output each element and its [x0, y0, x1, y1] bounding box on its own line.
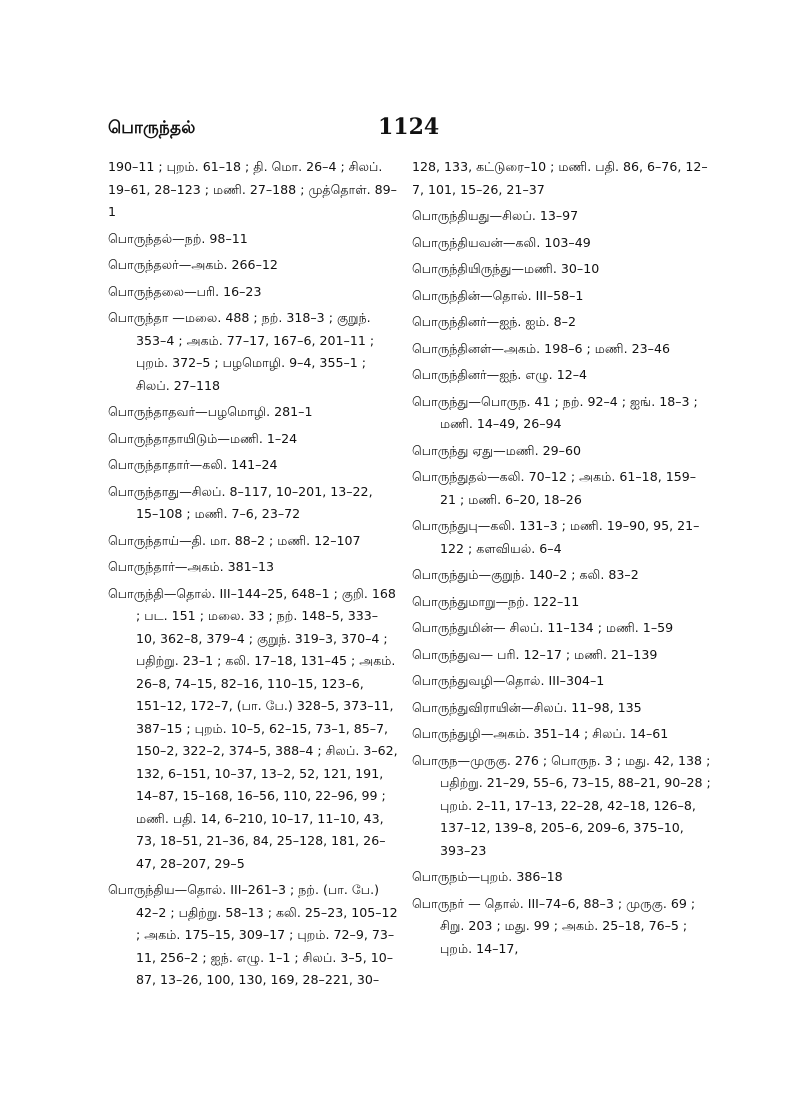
- left-column: [108, 156, 398, 996]
- index-entry: பொருந்தாதார்—கலி. 141–24: [108, 457, 278, 472]
- index-entry: 190–11 ; புறம். 61–18 ; தி. மொ. 26–4 ; சிலப். 19–61, 28–123 ; மணி. 27–188 ; முத்தொள். 89–1: [108, 159, 397, 219]
- index-entry: பொருந்தும்—குறுந். 140–2 ; கலி. 83–2: [412, 567, 639, 582]
- index-entry: பொருந்திய—தொல். III–261–3 ; நற். (பா. பே.) 42–2 ; பதிற்று. 58–13 ; கலி. 25–23, 105–12 ; அகம். 175–15, 309–17 ; புறம். 72–9, 73–11, 256–2 ; ஐந். எழு. 1–1 ; சிலப். 3–5, 10–87, 13–26, 100, 130, 169, 28–221, 30–: [108, 882, 398, 987]
- index-entry: பொருந்துதல்—கலி. 70–12 ; அகம். 61–18, 159–21 ; மணி. 6–20, 18–26: [412, 469, 697, 507]
- index-entry: 128, 133, கட்டுரை–10 ; மணி. பதி. 86, 6–76, 12–7, 101, 15–26, 21–37: [412, 159, 708, 197]
- index-entry: பொருந்துழி—அகம். 351–14 ; சிலப். 14–61: [412, 726, 669, 741]
- index-entry: பொருந்தல்—நற். 98–11: [108, 230, 248, 246]
- index-entry: பொருந்தாது—சிலப். 8–117, 10–201, 13–22, 15–108 ; மணி. 7–6, 23–72: [108, 483, 373, 521]
- index-entry: பொருந்து ஏது—மணி. 29–60: [412, 442, 581, 458]
- index-entry: பொருந்துமின்— சிலப். 11–134 ; மணி. 1–59: [412, 620, 674, 635]
- page-number: 1124: [378, 114, 440, 140]
- index-entry: பொருந்துவழி—தொல். III–304–1: [412, 673, 605, 688]
- index-entry: பொருந்தா —மலை. 488 ; நற். 318–3 ; குறுந். 353–4 ; அகம். 77–17, 167–6, 201–11 ; புறம். 372–5 ; பழமொழி. 9–4, 355–1 ; சிலப். 27–118: [108, 310, 375, 393]
- index-entry: பொருந்தியது—சிலப். 13–97: [412, 208, 579, 223]
- index-entry: பொருநர் — தொல். III–74–6, 88–3 ; முருகு. 69 ; சிறு. 203 ; மது. 99 ; அகம். 25–18, 76–5 ; புறம். 14–17,: [412, 895, 696, 956]
- index-entry: பொருந்துவ— பரி. 12–17 ; மணி. 21–139: [412, 646, 658, 662]
- index-entry: பொருந்துவிராயின்—சிலப். 11–98, 135: [412, 699, 642, 715]
- index-entry: பொருந்தியிருந்து—மணி. 30–10: [412, 261, 600, 276]
- index-entry: பொருந்தி—தொல். III–144–25, 648–1 ; குறி. 168 ; பட. 151 ; மலை. 33 ; நற். 148–5, 333–10, 362–8, 379–4 ; குறுந். 319–3, 370–4 ; பதிற்று. 23–1 ; கலி. 17–18, 131–45 ; அகம். 26–8, 74–15, 82–16, 110–15, 123–6, 151–12, 172–7, (பா. பே.) 328–5, 373–11, 387–15 ; புறம். 10–5, 62–15, 73–1, 85–7, 150–2, 322–2, 374–5, 388–4 ; சிலப். 3–62, 132, 6–151, 10–37, 13–2, 52, 121, 191, 14–87, 15–168, 16–56, 110, 22–96, 99 ; மணி. பதி. 14, 6–210, 10–17, 11–10, 43, 73, 18–51, 21–36, 84, 25–128, 181, 26–47, 28–207, 29–5: [108, 585, 398, 871]
- index-entry: பொருந்துபு—கலி. 131–3 ; மணி. 19–90, 95, 21–122 ; களவியல். 6–4: [412, 518, 700, 556]
- index-entry: பொருந்தலை—பரி. 16–23: [108, 283, 262, 299]
- running-header-word: பொருந்தல்: [108, 118, 196, 138]
- index-entry: பொருந்தாதாயிடும்—மணி. 1–24: [108, 430, 298, 446]
- index-entry: பொருந்துமாறு—நற். 122–11: [412, 593, 580, 609]
- index-entry: பொருநம்—புறம். 386–18: [412, 869, 563, 884]
- index-entry: பொருந்தார்—அகம். 381–13: [108, 559, 275, 574]
- index-entry: பொருந்தினர்—ஐந். எழு. 12–4: [412, 367, 588, 382]
- index-entry: பொருந்தினர்—ஐந். ஐம். 8–2: [412, 314, 576, 329]
- index-entry: பொருந்தாய்—தி. மா. 88–2 ; மணி. 12–107: [108, 532, 361, 548]
- index-entry: பொருந—முருகு. 276 ; பொருந. 3 ; மது. 42, 138 ; பதிற்று. 21–29, 55–6, 73–15, 88–21, 90–28 ; புறம். 2–11, 17–13, 22–28, 42–18, 126–8, 137–12, 139–8, 205–6, 209–6, 375–10, 393–23: [412, 752, 711, 858]
- right-column: [412, 156, 712, 964]
- index-entry: பொருந்தியவன்—கலி. 103–49: [412, 234, 591, 250]
- index-entry: பொருந்தாதவர்—பழமொழி. 281–1: [108, 404, 313, 419]
- index-entry: பொருந்தின்—தொல். III–58–1: [412, 287, 584, 303]
- index-entry: பொருந்து—பொருந. 41 ; நற். 92–4 ; ஐங். 18–3 ; மணி. 14–49, 26–94: [412, 393, 698, 431]
- index-entry: பொருந்தலர்—அகம். 266–12: [108, 257, 278, 272]
- index-entry: பொருந்தினள்—அகம். 198–6 ; மணி. 23–46: [412, 340, 670, 356]
